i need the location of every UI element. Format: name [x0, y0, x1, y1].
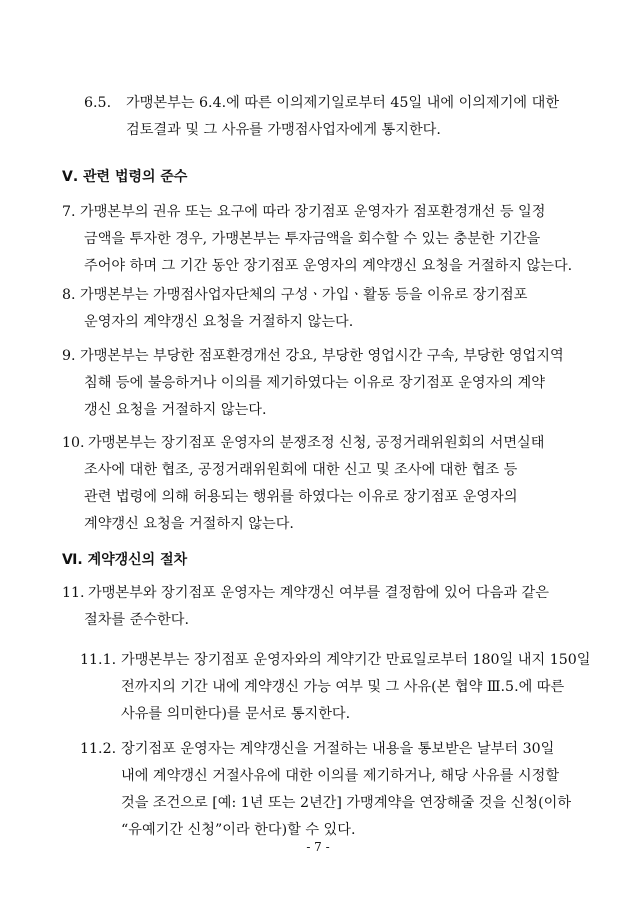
- clause-line: 가맹본부는 장기점포 운영자의 분쟁조정 신청, 공정거래위원회의 서면실태: [88, 435, 545, 451]
- clause-line: 절차를 준수한다.: [84, 612, 189, 628]
- clause-line: 주어야 하며 그 기간 동안 장기점포 운영자의 계약갱신 요청을 거절하지 않는다.: [84, 258, 573, 274]
- clause-line: 검토결과 및 그 사유를 가맹점사업자에게 통지한다.: [126, 122, 441, 138]
- clause-line: 계약갱신 요청을 거절하지 않는다.: [84, 516, 294, 532]
- clause-line: 조사에 대한 협조, 공정거래위원회에 대한 신고 및 조사에 대한 협조 등: [84, 462, 518, 478]
- section-heading: Ⅵ. 계약갱신의 절차: [62, 552, 188, 568]
- clause-line: 가맹본부와 장기점포 운영자는 계약갱신 여부를 결정함에 있어 다음과 같은: [88, 585, 549, 601]
- clause-line: 사유를 의미한다)를 문서로 통지한다.: [121, 706, 351, 722]
- clause-line: 가맹본부는 부당한 점포환경개선 강요, 부당한 영업시간 구속, 부당한 영업지역: [80, 348, 564, 364]
- clause-line: 가맹본부의 권유 또는 요구에 따라 장기점포 운영자가 점포환경개선 등 일정: [80, 204, 546, 220]
- clause-number: 11.: [62, 585, 85, 601]
- clause-line: 가맹본부는 가맹점사업자단체의 구성ㆍ가입ㆍ활동 등을 이유로 장기점포: [80, 287, 528, 303]
- clause-number: 10.: [62, 435, 85, 451]
- clause-line: 가맹본부는 장기점포 운영자와의 계약기간 만료일로부터 180일 내지 150일: [121, 652, 591, 668]
- page-number: - 7 -: [306, 840, 330, 854]
- clause-line: 전까지의 기간 내에 계약갱신 가능 여부 및 그 사유(본 협약 Ⅲ.5.에 따른: [121, 679, 565, 695]
- clause-line: 침해 등에 불응하거나 이의를 제기하였다는 이유로 장기점포 운영자의 계약: [84, 375, 545, 391]
- clause-line: 운영자의 계약갱신 요청을 거절하지 않는다.: [84, 314, 354, 330]
- clause-number: 7.: [62, 204, 76, 220]
- clause-line: 관련 법령에 의해 허용되는 행위를 하였다는 이유로 장기점포 운영자의: [84, 489, 518, 505]
- clause-number: 9.: [62, 348, 76, 364]
- clause-number: 6.5.: [84, 95, 112, 111]
- clause-number: 8.: [62, 287, 76, 303]
- clause-number: 11.1.: [80, 652, 117, 668]
- clause-number: 11.2.: [80, 741, 117, 757]
- clause-line: 금액을 투자한 경우, 가맹본부는 투자금액을 회수할 수 있는 충분한 기간을: [84, 231, 541, 247]
- clause-line: 갱신 요청을 거절하지 않는다.: [84, 402, 267, 418]
- clause-line: “유예기간 신청”이라 한다)할 수 있다.: [121, 822, 356, 838]
- section-heading: Ⅴ. 관련 법령의 준수: [62, 169, 188, 185]
- clause-line: 장기점포 운영자는 계약갱신을 거절하는 내용을 통보받은 날부터 30일: [121, 741, 555, 757]
- clause-line: 내에 계약갱신 거절사유에 대한 이의를 제기하거나, 해당 사유를 시정할: [121, 768, 560, 784]
- clause-line: 것을 조건으로 [예: 1년 또는 2년간] 가맹계약을 연장해줄 것을 신청(이하: [121, 795, 572, 811]
- clause-line: 가맹본부는 6.4.에 따른 이의제기일로부터 45일 내에 이의제기에 대한: [126, 95, 560, 111]
